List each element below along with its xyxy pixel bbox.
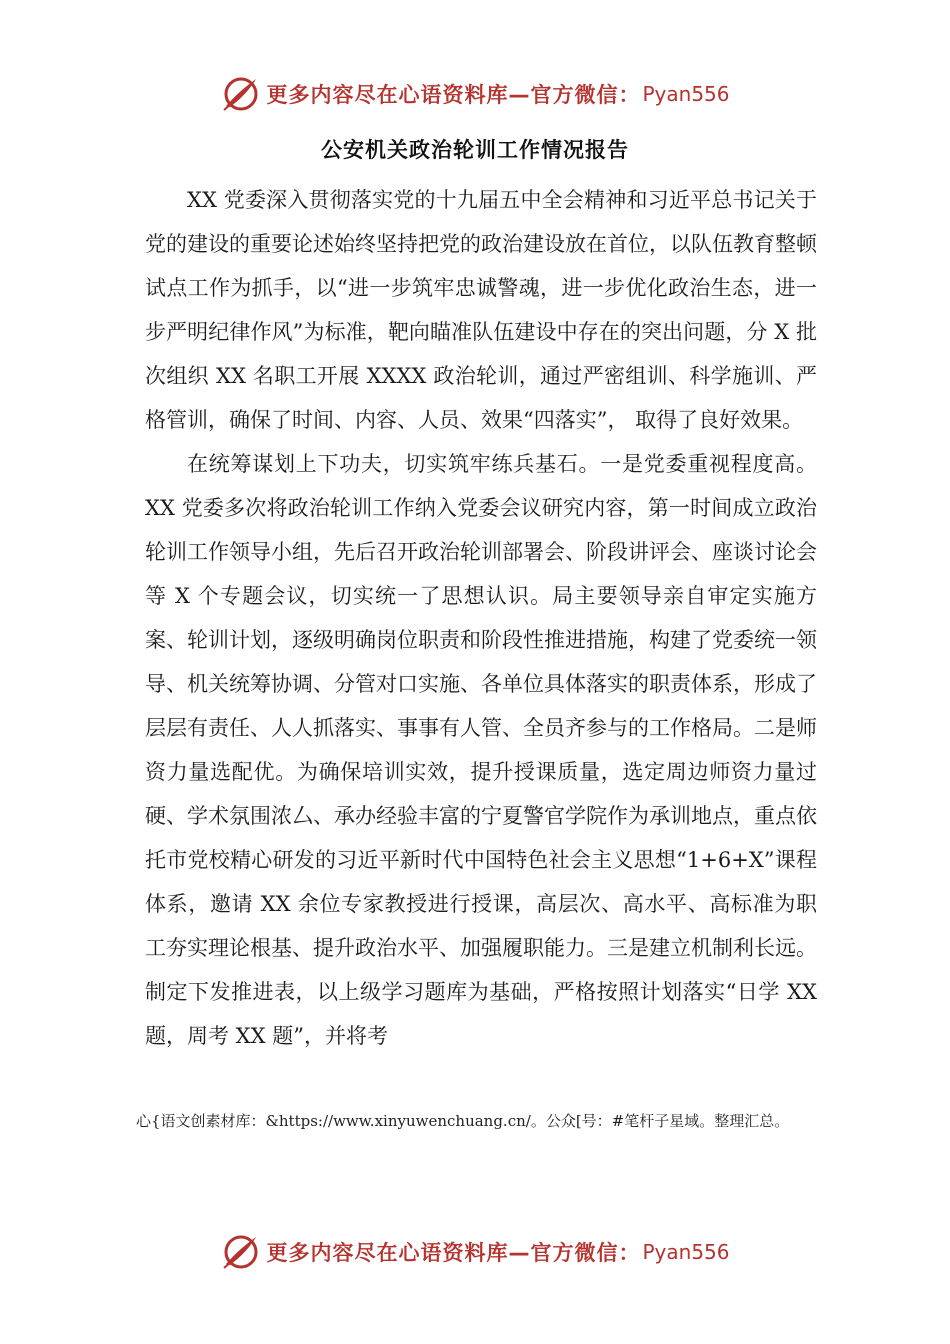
document-title: 公安机关政治轮训工作情况报告 bbox=[321, 138, 629, 162]
footer-banner bbox=[0, 1230, 950, 1274]
paragraph-planning: 在统筹谋划上下功夫，切实筑牢练兵基石。一是党委重视程度高。XX 党委多次将政治轮训工作纳入党委会议研究内容，第一时间成立政治轮训工作领导小组，先后召开政治轮训部署会、阶段讲评会、座谈讨论会等 X 个专题会议，切实统一了思想认识。局主要领导亲自审定实施方案、轮训计划，逐级明确岗位职责和阶段性推进措施，构建了党委统一领导、机关统筹协调、分管对口实施、各单位具体落实的职责体系，形成了层层有责任、人人抓落实、事事有人管、全员齐参与的工作格局。二是师资力量选配优。为确保培训实效，提升授课质量，选定周边师资力量过硬、学术氛围浓厶、承办经验丰富的宁夏警官学院作为承训地点，重点依托市党校精心研发的习近平新时代中国特色社会主义思想“1+6+X”课程体系，邀请 XX 余位专家教授进行授课，高层次、高水平、高标准为职工夯实理论根基、提升政治水平、加强履职能力。三是建立机制利长远。制定下发推进表，以上级学习题库为基础，严格按照计划落实“日学 XX 题，周考 XX 题”，并将考 bbox=[145, 452, 817, 1048]
header-banner bbox=[0, 72, 950, 116]
banner-wechat-id: Pyan556 bbox=[642, 82, 730, 106]
banner-wechat-id: Pyan556 bbox=[642, 1240, 730, 1264]
quill-logo-icon bbox=[220, 73, 262, 115]
banner-slogan: 更多内容尽在心语资料库—官方微信： bbox=[266, 1241, 641, 1265]
paragraph-intro: XX 党委深入贯彻落实党的十九届五中全会精神和习近平总书记关于党的建设的重要论述始终坚持把党的政治建设放在首位，以队伍教育整顿试点工作为抓手，以“进一步筑牢忠诚警魂，进一步优化政治生态，进一步严明纪律作风”为标准，靶向瞄准队伍建设中存在的突出问题，分 X 批次组织 XX 名职工开展 XXXX 政治轮训，通过严密组训、科学施训、严格管训，确保了时间、内容、人员、效果“四落实”， 取得了良好效果。 bbox=[145, 188, 817, 432]
source-note: 心{语文创素材库：&https://www.xinyuwenchuang.cn/。公众[号：#笔杆子星域。整理汇总。 bbox=[136, 1112, 790, 1130]
quill-logo-icon bbox=[220, 1231, 262, 1273]
document-body bbox=[145, 178, 817, 1058]
banner-slogan: 更多内容尽在心语资料库—官方微信： bbox=[266, 83, 641, 107]
